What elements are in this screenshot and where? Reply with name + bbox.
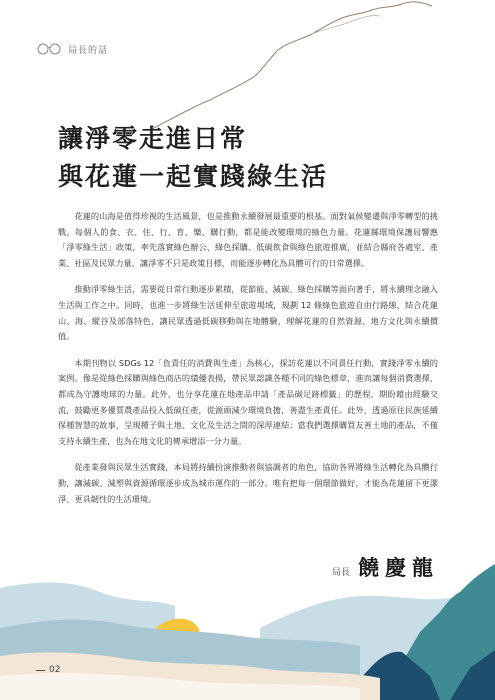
paragraph-4: 從產業發與民眾生活實踐，本局將持續扮演推動者與協調者的角色，協助各界將綠生活轉化為具體行動，讓減碳、減塑與資源循環逐步成為城市運作的一部分。唯有把每一個環節做好，才能為花蓮留下更潔淨、更具韌性的生活環境。: [58, 462, 438, 504]
paragraph-3: 本期刊物以 SDGs 12「負責任的消費與生產」為核心，探訪花蓮以不同責任行動，實踐淨零永續的案例。像是從綠色採購與綠色商店的績優表揚，帶民眾認識各種不同的綠色標章，進而讓每個消費選擇，都成為守護地球的力量。此外，也分享花蓮在地產品申請「產品碳足跡標籤」的歷程，期盼藉由經驗交流，鼓勵更多優質農產品投入低碳任產，從源頭減少環境負擔，善盡生產責任。此外，透過原住民族延續保種智慧的故事，呈現種子與土地、文化及生活之間的深厚連結；當我們選擇購買友善土地的產品，不僅支持永續生產，也為在地文化的傳承增添一分力量。: [58, 357, 438, 446]
mountain-line-art: [0, 0, 495, 130]
section-label: 局長的話: [68, 45, 109, 56]
article-title: [58, 120, 328, 196]
page-number: [36, 665, 60, 675]
paragraph-2: 推動淨零綠生活，需要從日常行動逐步累積，從節能、減碳、綠色採購等面向著手，將永續理念融入生活與工作之中。同時，也進一步將綠生活延伸至旅遊場域，規劃 12 條綠色旅遊自由行路線，結合花蓮山、海、縱谷及部落特色，讓民眾透過低碳移動與在地體驗，理解花蓮的自然資源、地方文化與永續價值。: [58, 284, 438, 342]
glasses-icon: [36, 42, 62, 56]
title-line-2: 與花蓮一起實踐綠生活: [58, 162, 329, 191]
paragraph-1: 花蓮的山海是值得珍視的生活風景，也是推動永續發展最重要的根基。面對氣候變遷與淨零轉型的挑戰，每個人的食、衣、住、行、育、樂、購行動，都是能改變環境的綠色力量。花蓮縣環境保護局響應「淨零綠生活」政策，率先落實綠色辦公、綠色採購、低碳飲食與綠色旅遊推廣，並結合縣府各處室、產業、社區及民眾力量，讓淨零不只是政策目標，而能逐步轉化為具體可行的日常選擇。: [58, 211, 438, 268]
page-number-value: 02: [49, 665, 61, 675]
title-line-1: 讓淨零走進日常: [58, 124, 248, 153]
signature-role: 局長: [332, 568, 351, 578]
article-body: [58, 209, 438, 518]
page-number-dash: [36, 670, 45, 671]
signature: [332, 552, 439, 582]
signature-name: 饒慶龍: [358, 555, 440, 580]
section-tag: [36, 42, 108, 56]
